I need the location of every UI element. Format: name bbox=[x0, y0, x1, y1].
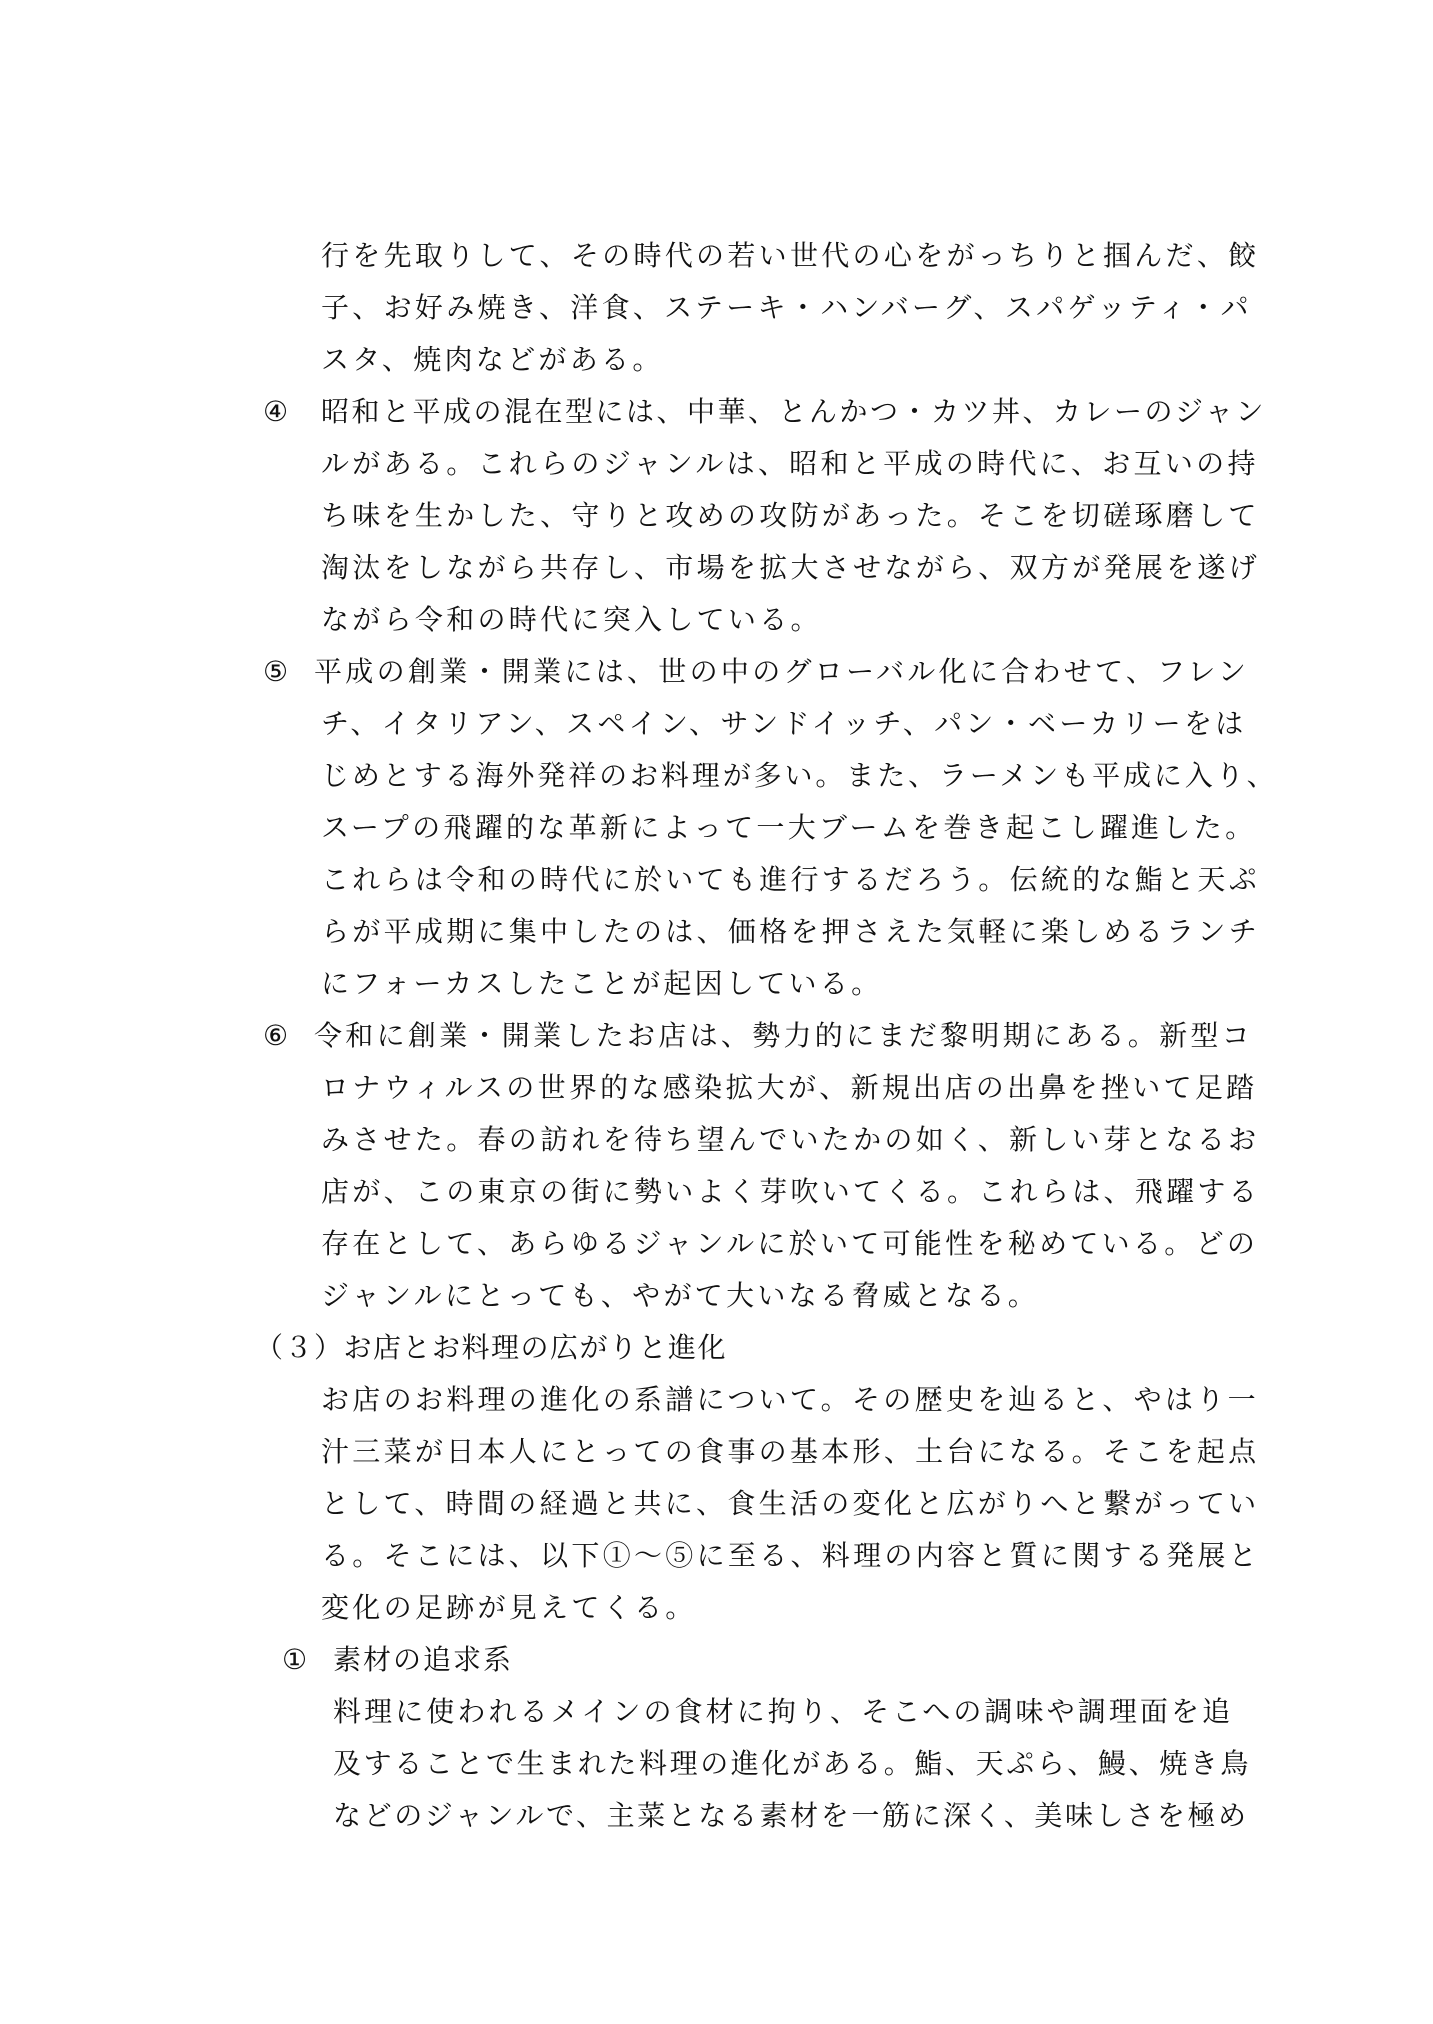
text-line: ロナウィルスの世界的な感染拡大が、新規出店の出鼻を挫いて足踏 bbox=[321, 1071, 1258, 1104]
text-line: これらは令和の時代に於いても進行するだろう。伝統的な鮨と天ぷ bbox=[321, 863, 1261, 896]
text-line: 及することで生まれた料理の進化がある。鮨、天ぷら、鰻、焼き鳥 bbox=[333, 1747, 1252, 1780]
text-line: などのジャンルで、主菜となる素材を一筋に深く、美味しさを極め bbox=[333, 1799, 1249, 1832]
item-number-5: ⑤ bbox=[263, 655, 289, 688]
text-line: 淘汰をしながら共存し、市場を拡大させながら、双方が発展を遂げ bbox=[321, 551, 1261, 584]
text-line: チ、イタリアン、スペイン、サンドイッチ、パン・ベーカリーをは bbox=[321, 707, 1247, 740]
section-heading: （３）お店とお料理の広がりと進化 bbox=[255, 1331, 728, 1364]
text-line: 存在として、あらゆるジャンルに於いて可能性を秘めている。どの bbox=[321, 1227, 1259, 1260]
sub-item-title: 素材の追求系 bbox=[333, 1643, 514, 1676]
text-line: にフォーカスしたことが起因している。 bbox=[321, 967, 883, 1000]
text-line: 店が、この東京の街に勢いよく芽吹いてくる。これらは、飛躍する bbox=[321, 1175, 1261, 1208]
text-line: る。そこには、以下①～⑤に至る、料理の内容と質に関する発展と bbox=[321, 1539, 1261, 1572]
text-line: 行を先取りして、その時代の若い世代の心をがっちりと掴んだ、餃 bbox=[321, 239, 1260, 272]
text-line: スタ、焼肉などがある。 bbox=[321, 343, 664, 376]
text-line: ち味を生かした、守りと攻めの攻防があった。そこを切磋琢磨して bbox=[321, 499, 1260, 532]
text-line: 料理に使われるメインの食材に拘り、そこへの調味や調理面を追 bbox=[333, 1695, 1234, 1728]
text-line: 汁三菜が日本人にとっての食事の基本形、土台になる。そこを起点 bbox=[321, 1435, 1260, 1468]
item-number-4: ④ bbox=[263, 395, 289, 428]
text-line: じめとする海外発祥のお料理が多い。また、ラーメンも平成に入り、 bbox=[321, 759, 1278, 792]
text-line: みさせた。春の訪れを待ち望んでいたかの如く、新しい芽となるお bbox=[321, 1123, 1260, 1156]
text-line: 子、お好み焼き、洋食、ステーキ・ハンバーグ、スパゲッティ・パ bbox=[321, 291, 1252, 324]
item-number-6: ⑥ bbox=[263, 1019, 289, 1052]
text-line: らが平成期に集中したのは、価格を押さえた気軽に楽しめるランチ bbox=[321, 915, 1261, 948]
text-line: お店のお料理の進化の系譜について。その歴史を辿ると、やはり一 bbox=[321, 1383, 1259, 1416]
item-number-1: ① bbox=[282, 1643, 308, 1676]
text-line: スープの飛躍的な革新によって一大ブームを巻き起こし躍進した。 bbox=[321, 811, 1257, 844]
text-line: 令和に創業・開業したお店は、勢力的にまだ黎明期にある。新型コ bbox=[314, 1019, 1254, 1052]
text-line: として、時間の経過と共に、食生活の変化と広がりへと繋がってい bbox=[321, 1487, 1260, 1520]
text-line: ルがある。これらのジャンルは、昭和と平成の時代に、お互いの持 bbox=[321, 447, 1259, 480]
text-line: ジャンルにとっても、やがて大いなる脅威となる。 bbox=[321, 1279, 1040, 1312]
text-line: ながら令和の時代に突入している。 bbox=[321, 603, 822, 636]
text-line: 昭和と平成の混在型には、中華、とんかつ・カツ丼、カレーのジャン bbox=[321, 395, 1266, 428]
text-line: 平成の創業・開業には、世の中のグローバル化に合わせて、フレン bbox=[314, 655, 1250, 688]
text-line: 変化の足跡が見えてくる。 bbox=[321, 1591, 697, 1624]
